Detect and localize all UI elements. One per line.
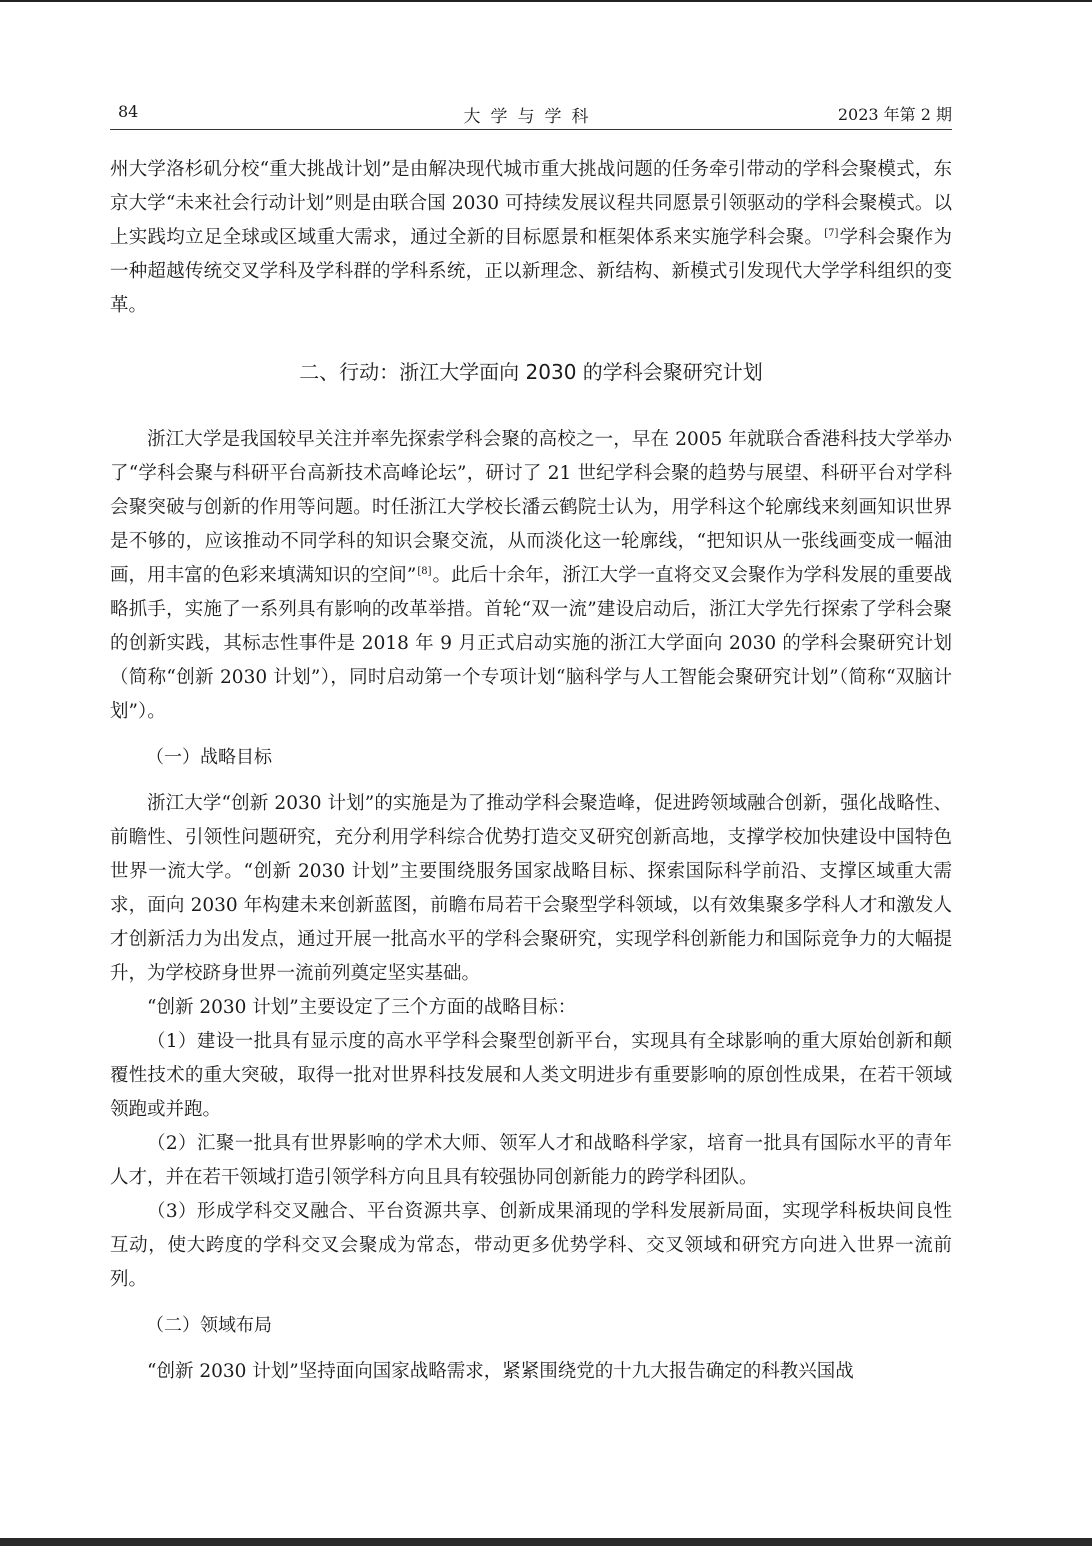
paragraph: “创新 2030 计划”主要设定了三个方面的战略目标： [147,997,577,1018]
paragraph: “创新 2030 计划”坚持面向国家战略需求，紧紧围绕党的十九大报告确定的科教兴国战 [147,1361,854,1382]
article-body [110,153,952,1389]
subsection-heading-1: （一）战略目标 [146,747,272,768]
header-divider [110,129,952,130]
paragraph-continued: 州大学洛杉矶分校“重大挑战计划”是由解决现代城市重大挑战问题的任务牵引带动的学科会聚模式，东京大学“未来社会行动计划”则是由联合国 2030 可持续发展议程共同愿景引领驱动的学科会聚模式。以上实践均立足全球或区域重大需求，通过全新的目标愿景和框架体系来实施学科会聚。[7]学科会聚作为一种超越传统交叉学科及学科群的学科系统，正以新理念、新结构、新模式引发现代大学学科组织的变革。 [110,159,952,316]
paragraph: 浙江大学“创新 2030 计划”的实施是为了推动学科会聚造峰，促进跨领域融合创新，强化战略性、前瞻性、引领性问题研究，充分利用学科综合优势打造交叉研究创新高地，支撑学校加快建设中国特色世界一流大学。“创新 2030 计划”主要围绕服务国家战略目标、探索国际科学前沿、支撑区域重大需求，面向 2030 年构建未来创新蓝图，前瞻布局若干会聚型学科领域，以有效集聚多学科人才和激发人才创新活力为出发点，通过开展一批高水平的学科会聚研究，实现学科创新能力和国际竞争力的大幅提升，为学校跻身世界一流前列奠定坚实基础。 [110,793,952,984]
journal-title: 大学与学科 [463,107,599,127]
section-heading-2: 二、行动：浙江大学面向 2030 的学科会聚研究计划 [299,360,763,384]
citation-7[interactable]: [7] [824,227,839,239]
list-item-2: （2）汇聚一批具有世界影响的学术大师、领军人才和战略科学家，培育一批具有国际水平的青年人才，并在若干领域打造引领学科方向且具有较强协同创新能力的跨学科团队。 [110,1133,952,1188]
paragraph: 浙江大学是我国较早关注并率先探索学科会聚的高校之一，早在 2005 年就联合香港科技大学举办了“学科会聚与科研平台高新技术高峰论坛”，研讨了 21 世纪学科会聚的趋势与展望、科研平台对学科会聚突破与创新的作用等问题。时任浙江大学校长潘云鹤院士认为，用学科这个轮廓线来刻画知识世界是不够的，应该推动不同学科的知识会聚交流，从而淡化这一轮廓线，“把知识从一张线画变成一幅油画，用丰富的色彩来填满知识的空间”[8]。此后十余年，浙江大学一直将交叉会聚作为学科发展的重要战略抓手，实施了一系列具有影响的改革举措。首轮“双一流”建设启动后，浙江大学先行探索了学科会聚的创新实践，其标志性事件是 2018 年 9 月正式启动实施的浙江大学面向 2030 的学科会聚研究计划（简称“创新 2030 计划”），同时启动第一个专项计划“脑科学与人工智能会聚研究计划”（简称“双脑计划”）。 [110,429,952,722]
bottom-border [0,1538,1092,1546]
top-border [0,0,1092,2]
list-item-3: （3）形成学科交叉融合、平台资源共享、创新成果涌现的学科发展新局面，实现学科板块间良性互动，使大跨度的学科交叉会聚成为常态，带动更多优势学科、交叉领域和研究方向进入世界一流前列。 [110,1201,952,1290]
citation-8[interactable]: [8] [417,565,432,577]
page-number: 84 [118,102,139,121]
running-header [110,100,952,126]
subsection-heading-2: （二）领域布局 [146,1315,272,1336]
list-item-1: （1）建设一批具有显示度的高水平学科会聚型创新平台，实现具有全球影响的重大原始创新和颠覆性技术的重大突破，取得一批对世界科技发展和人类文明进步有重要影响的原创性成果，在若干领域领跑或并跑。 [110,1031,952,1120]
issue-label: 2023 年第 2 期 [837,105,952,124]
